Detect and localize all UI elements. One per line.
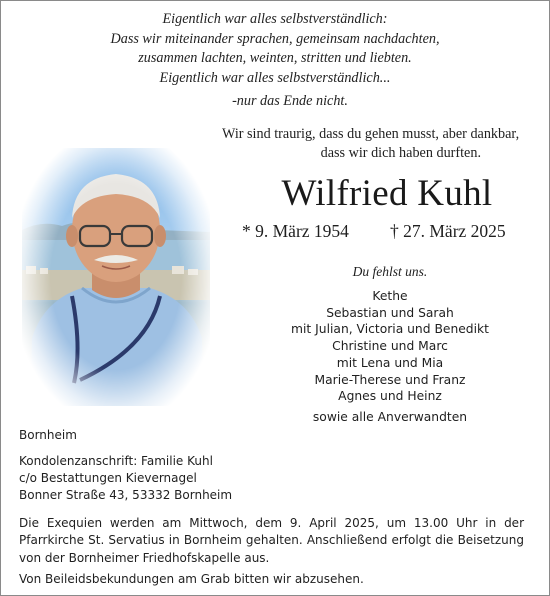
poem-ending: -nur das Ende nicht.	[232, 93, 348, 110]
address-line: Kondolenzanschrift: Familie Kuhl	[19, 454, 213, 468]
portrait-photo	[22, 148, 210, 406]
poem	[0, 10, 550, 112]
mourners-closing: sowie alle Anverwandten	[312, 409, 468, 424]
condolence-address	[19, 453, 232, 504]
poem-line: Dass wir miteinander sprachen, gemeinsam nachdachten,	[110, 30, 440, 47]
deceased-name: Wilfried Kuhl	[281, 173, 493, 214]
mourner-line: mit Julian, Victoria und Benedikt	[291, 322, 489, 337]
mourner-line: Marie-Therese und Franz	[314, 372, 466, 387]
mourning-statement-line: dass wir dich haben durften.	[320, 145, 481, 161]
poem-line: Eigentlich war alles selbstverständlich:	[162, 11, 388, 27]
photo-vignette	[22, 148, 210, 406]
mourner-line: Sebastian und Sarah	[326, 305, 454, 320]
address-line: Bonner Straße 43, 53332 Bornheim	[19, 488, 233, 502]
birth-date: * 9. März 1954	[242, 221, 349, 241]
condolence-note: Von Beileidsbekundungen am Grab bitten wir abzusehen.	[19, 571, 364, 586]
mourning-statement-line: Wir sind traurig, dass du gehen musst, aber dankbar,	[222, 126, 520, 142]
mourner-line: mit Lena und Mia	[336, 355, 444, 370]
service-info	[19, 515, 524, 588]
service-text: Die Exequien werden am Mittwoch, dem 9. April 2025, um 13.00 Uhr in der Pfarrkirche St. Servatius in Bornheim gehalten. Anschließend erfolgt die Beisetzung von der Bornheimer Friedhofskapelle aus.	[19, 516, 524, 565]
poem-line: zusammen lachten, weinten, stritten und liebten.	[138, 50, 412, 67]
missyou-line: Du fehlst uns.	[352, 264, 428, 279]
poem-line: Eigentlich war alles selbstverständlich...	[159, 69, 391, 86]
mourner-line: Agnes und Heinz	[338, 389, 442, 404]
mourner-line: Christine und Marc	[332, 339, 448, 354]
place-name: Bornheim	[19, 428, 77, 442]
mourning-statement	[222, 125, 520, 163]
mourners-list	[240, 288, 540, 426]
address-line: c/o Bestattungen Kievernagel	[19, 471, 197, 485]
death-date: † 27. März 2025	[390, 221, 506, 241]
mourner-line: Kethe	[372, 289, 408, 303]
